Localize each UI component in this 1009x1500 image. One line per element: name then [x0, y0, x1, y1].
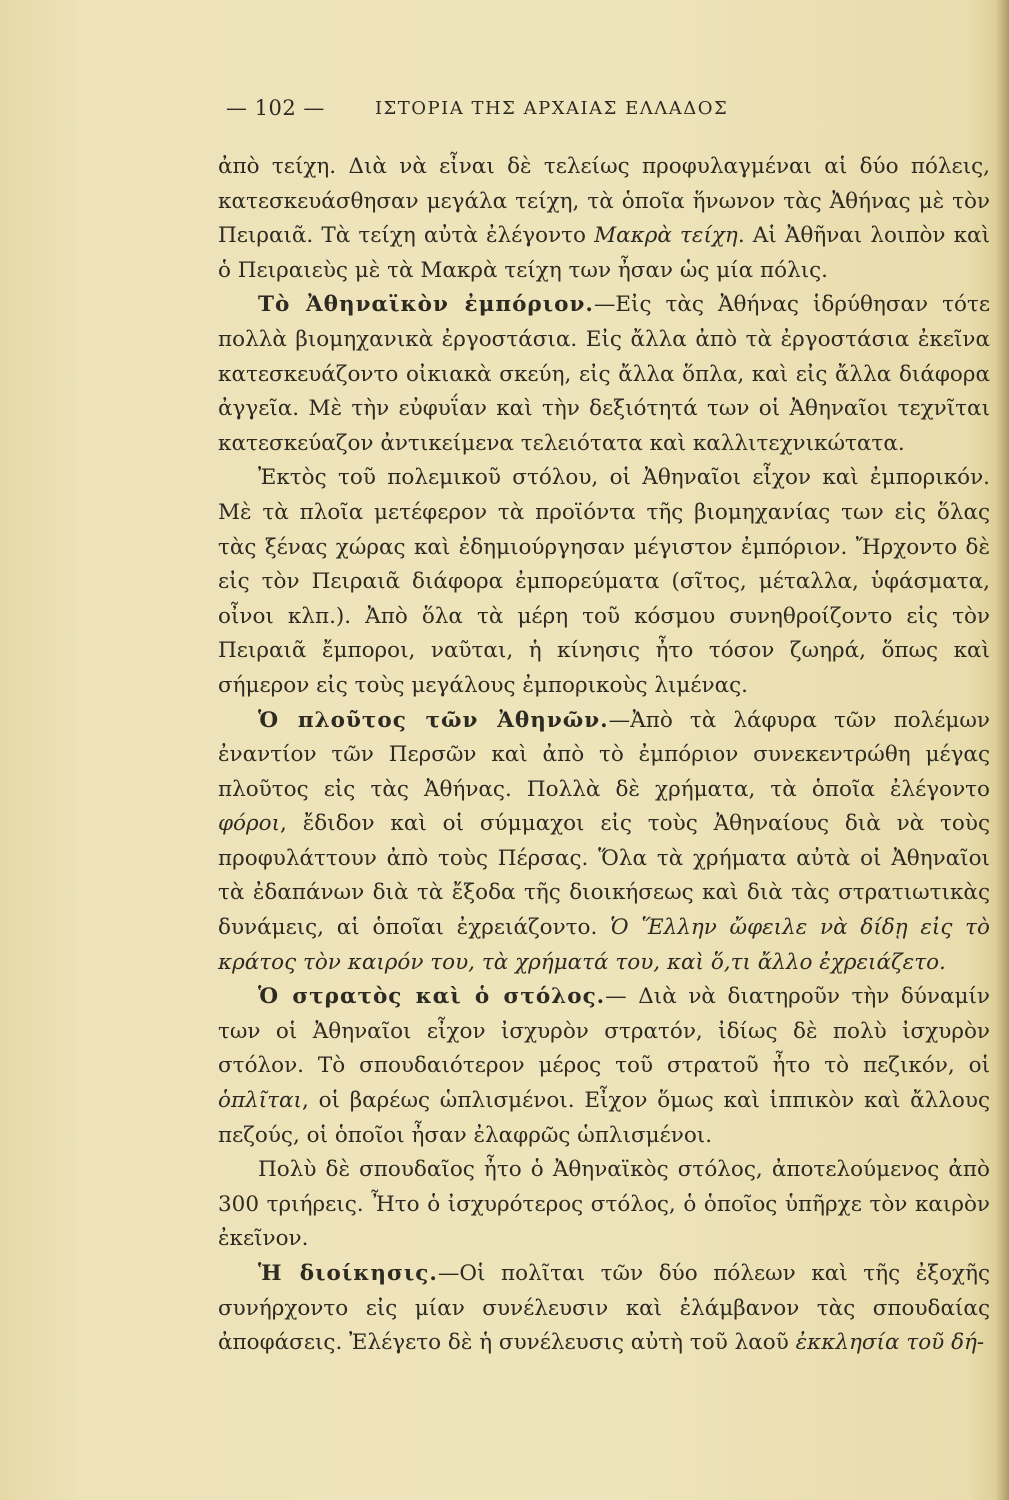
paragraph-text: Πολὺ δὲ σπουδαῖος ἦτο ὁ Ἀθηναϊκὸς στόλος, ἀποτελούμενος ἀπὸ 300 τριήρεις. Ἦτο ὁ ἰσχυρότερος στόλος, ὁ ὁποῖος ὑπῆρχε τὸν καιρὸν ἐκεῖνον.	[218, 1157, 990, 1252]
paragraph	[218, 1153, 990, 1257]
paragraph-text: —Ἀπὸ τὰ λάφυρα τῶν πολέμων ἐναντίον τῶν Περσῶν καὶ ἀπὸ τὸ ἐμπόριον συνεκεντρώθη μέγας πλοῦτος εἰς τὰς Ἀθήνας. Πολλὰ δὲ χρήματα, τὰ ὁποῖα ἐλέγοντο	[218, 707, 990, 802]
running-header	[226, 92, 786, 124]
paragraph	[218, 704, 990, 981]
page-edge-shadow	[995, 0, 1009, 1500]
paragraph-text: . Αἱ Ἀθῆναι λοιπὸν καὶ ὁ Πειραιεὺς μὲ τὰ Μακρὰ τείχη των ἦσαν ὡς μία πόλις.	[218, 223, 990, 283]
paragraph	[218, 980, 990, 1153]
paragraph	[218, 1257, 990, 1361]
body-text	[218, 150, 990, 1361]
page-number: — 102 —	[226, 96, 325, 120]
section-heading: Ὁ στρατὸς καὶ ὁ στόλος.	[258, 984, 606, 1010]
running-title: ΙΣΤΟΡΙΑ ΤΗΣ ΑΡΧΑΙΑΣ ΕΛΛΑΔΟΣ	[374, 97, 729, 119]
paragraph-text: , ἔδιδον καὶ οἱ σύμμαχοι εἰς τοὺς Ἀθηναίους διὰ νὰ τοὺς προφυλάττουν ἀπὸ τοὺς Πέρσας. Ὅλα τὰ χρήματα αὐτὰ οἱ Ἀθηναῖοι τὰ ἐδαπάνων διὰ τὰ ἔξοδα τῆς διοικήσεως καὶ διὰ τὰς στρατιωτικὰς δυνάμεις, αἱ ὁποῖαι ἐχρειάζοντο.	[218, 811, 990, 941]
paragraph-text: Ἐκτὸς τοῦ πολεμικοῦ στόλου, οἱ Ἀθηναῖοι εἶχον καὶ ἐμπορικόν. Μὲ τὰ πλοῖα μετέφερον τὰ προϊόντα τῆς βιομηχανίας των εἰς ὅλας τὰς ξένας χώρας καὶ ἐδημιούργησαν μέγιστον ἐμπόριον. Ἤρχοντο δὲ εἰς τὸν Πειραιᾶ διάφορα ἐμπορεύματα (σῖτος, μέταλλα, ὑφάσματα, οἶνοι κλπ.). Ἀπὸ ὅλα τὰ μέρη τοῦ κόσμου συνηθροίζοντο εἰς τὸν Πειραιᾶ ἔμποροι, ναῦται, ἡ κίνησις ἦτο τόσον ζωηρά, ὅπως καὶ σήμερον εἰς τοὺς μεγάλους ἐμπορικοὺς λιμένας.	[218, 465, 990, 698]
paragraph	[218, 461, 990, 703]
paragraph	[218, 150, 990, 288]
italic-term: φόροι	[218, 811, 281, 837]
paragraph-text: — Διὰ νὰ διατηροῦν τὴν δύναμίν των οἱ Ἀθηναῖοι εἶχον ἰσχυρὸν στρατόν, ἰδίως δὲ πολὺ ἰσχυρὸν στόλον. Τὸ σπουδαιότερον μέρος τοῦ στρατοῦ ἦτο τὸ πεζικόν, οἱ	[218, 984, 990, 1079]
italic-term: Μακρὰ τείχη	[594, 223, 738, 249]
section-heading: Ὁ πλοῦτος τῶν Ἀθηνῶν.	[258, 707, 609, 733]
italic-quote: Ὁ Ἕλλην ὤφειλε νὰ δίδῃ εἰς τὸ κράτος τὸν καιρόν του, τὰ χρήματά του, καὶ ὅ,τι ἄλλο ἐχρειάζετο.	[218, 915, 990, 975]
italic-term: ἐκκλησία τοῦ δή-	[795, 1330, 985, 1356]
section-heading: Ἡ διοίκησις.	[258, 1261, 438, 1286]
section-heading: Τὸ Ἀθηναϊκὸν ἐμπόριον.	[258, 292, 594, 318]
paragraph	[218, 288, 990, 461]
paragraph-text: —Οἱ πολῖται τῶν δύο πόλεων καὶ τῆς ἐξοχῆς συνήρχοντο εἰς μίαν συνέλευσιν καὶ ἐλάμβανον τὰς σπουδαίας ἀποφάσεις. Ἐλέγετο δὲ ἡ συνέλευσις αὐτὴ τοῦ λαοῦ	[218, 1261, 991, 1356]
paragraph-text: , οἱ βαρέως ὡπλισμένοι. Εἶχον ὅμως καὶ ἱππικὸν καὶ ἄλλους πεζούς, οἱ ὁποῖοι ἦσαν ἐλαφρῶς ὡπλισμένοι.	[218, 1088, 990, 1148]
paragraph-text: —Εἰς τὰς Ἀθήνας ἱδρύθησαν τότε πολλὰ βιομηχανικὰ ἐργοστάσια. Εἰς ἄλλα ἀπὸ τὰ ἐργοστάσια ἐκεῖνα κατεσκευάζοντο οἰκιακὰ σκεύη, εἰς ἄλλα ὅπλα, καὶ εἰς ἄλλα διάφορα ἀγγεῖα. Μὲ τὴν εὐφυΐαν καὶ τὴν δεξιότητά των οἱ Ἀθηναῖοι τεχνῖται κατεσκεύαζον ἀντικείμενα τελειότατα καὶ καλλιτεχνικώτατα.	[218, 292, 990, 456]
italic-term: ὁπλῖται	[218, 1088, 302, 1114]
paragraph-text: ἀπὸ τείχη. Διὰ νὰ εἶναι δὲ τελείως προφυλαγμέναι αἱ δύο πόλεις, κατεσκευάσθησαν μεγάλα τείχη, τὰ ὁποῖα ἥνωνον τὰς Ἀθήνας μὲ τὸν Πειραιᾶ. Τὰ τείχη αὐτὰ ἐλέγοντο	[218, 154, 990, 249]
